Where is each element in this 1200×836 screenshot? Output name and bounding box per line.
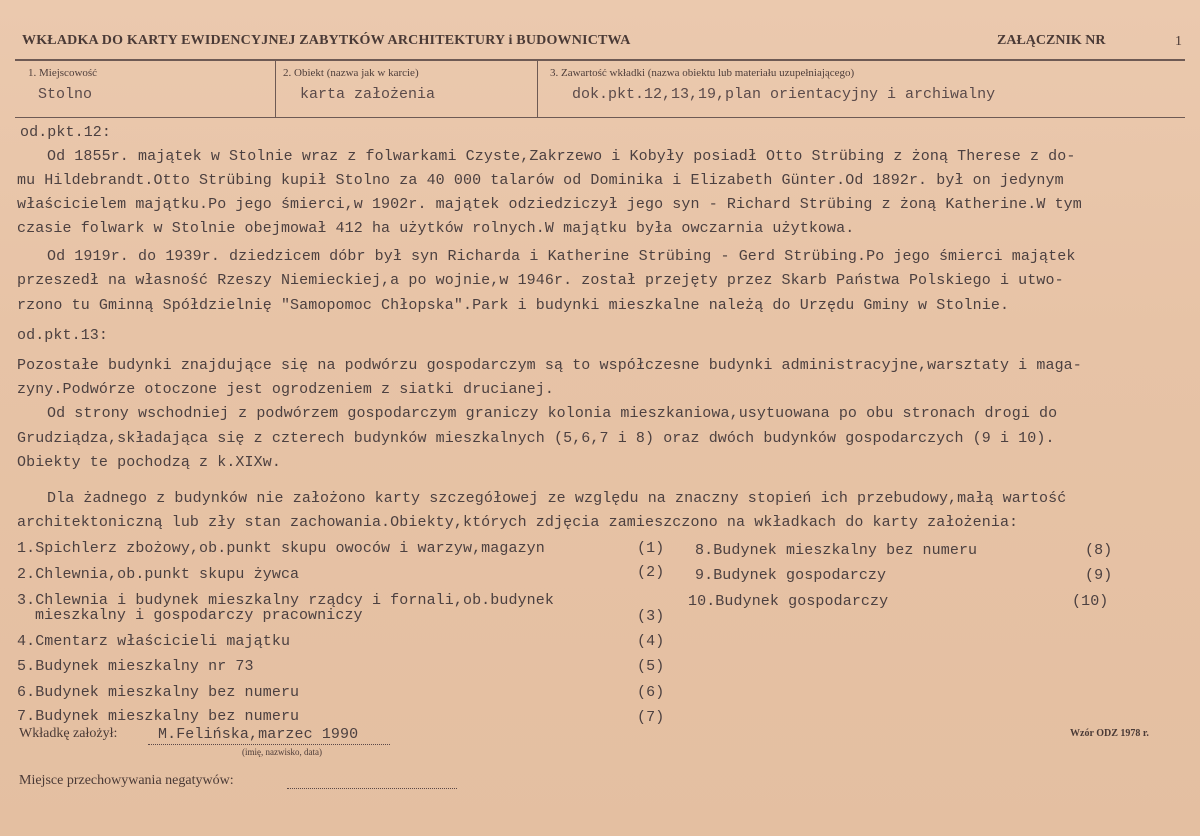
object-item-number: (10) — [1072, 593, 1109, 610]
created-by-hint: (imię, nazwisko, data) — [242, 747, 322, 757]
page-number: 1 — [1175, 34, 1182, 49]
objects-intro-line: Dla żadnego z budynków nie założono karty szczegółowej ze względu na znaczny stopień ich przebudowy,małą wartość — [47, 490, 1067, 507]
object-item-label: 4.Cmentarz właścicieli majątku — [17, 633, 291, 650]
header-rule-top — [15, 59, 1185, 61]
object-item-label-continued: mieszkalny i gospodarczy pracowniczy — [35, 607, 363, 624]
locality-value: Stolno — [38, 86, 93, 103]
object-item-number: (8) — [1085, 542, 1113, 559]
created-by-value: M.Felińska,marzec 1990 — [158, 726, 359, 743]
object-item-label: 10.Budynek gospodarczy — [688, 593, 889, 610]
section-13-line: zyny.Podwórze otoczone jest ogrodzeniem z siatki drucianej. — [17, 381, 554, 398]
section-12-line: rzono tu Gminną Spółdzielnię "Samopomoc Chłopska".Park i budynki mieszkalne należą do Urzędu Gminy w Stolnie. — [17, 297, 1010, 314]
object-item-label: 6.Budynek mieszkalny bez numeru — [17, 684, 300, 701]
negatives-storage-label: Miejsce przechowywania negatywów: — [19, 773, 234, 788]
section-13-line: Pozostałe budynki znajdujące się na podwórzu gospodarczym są to współczesne budynki administracyjne,warsztaty i maga- — [17, 357, 1082, 374]
object-value: karta założenia — [300, 86, 436, 103]
section-12-line: właścicielem majątku.Po jego śmierci,w 1902r. majątek odziedziczył jego syn - Richard Strübing z żoną Katherine.W tym — [17, 196, 1082, 213]
contents-value: dok.pkt.12,13,19,plan orientacyjny i archiwalny — [572, 86, 996, 103]
contents-label: 3. Zawartość wkładki (nazwa obiektu lub materiału uzupełniającego) — [550, 67, 855, 79]
objects-intro-line: architektoniczną lub zły stan zachowania.Obiekty,których zdjęcia zamieszczono na wkładkach do karty założenia: — [17, 514, 1019, 531]
object-item-label: 2.Chlewnia,ob.punkt skupu żywca — [17, 566, 300, 583]
object-item-label: 8.Budynek mieszkalny bez numeru — [695, 542, 978, 559]
field-divider-2 — [537, 60, 538, 117]
object-item-label: 1.Spichlerz zbożowy,ob.punkt skupu owoców i warzyw,magazyn — [17, 540, 545, 557]
section-13-line: Od strony wschodniej z podwórzem gospodarczym graniczy kolonia mieszkaniowa,usytuowana po obu stronach drogi do — [47, 405, 1058, 422]
object-item-number: (9) — [1085, 567, 1113, 584]
object-item-number: (3) — [637, 608, 665, 625]
object-label: 2. Obiekt (nazwa jak w karcie) — [283, 67, 419, 79]
form-title: WKŁADKA DO KARTY EWIDENCYJNEJ ZABYTKÓW ARCHITEKTURY i BUDOWNICTWA — [22, 33, 631, 48]
section-12-line: przeszedł na własność Rzeszy Niemieckiej,a po wojnie,w 1946r. został przejęty przez Skarb Państwa Polskiego i utwo- — [17, 272, 1064, 289]
annex-label: ZAŁĄCZNIK NR — [997, 33, 1106, 48]
object-item-label: 3.Chlewnia i budynek mieszkalny rządcy i fornali,ob.budynek — [17, 592, 554, 609]
form-code: Wzór ODZ 1978 r. — [1070, 728, 1149, 739]
created-by-line — [148, 744, 390, 745]
section-12-line: czasie folwark w Stolnie obejmował 412 ha użytków rolnych.W majątku była owczarnia użytkowa. — [17, 220, 855, 237]
section-12-heading: od.pkt.12: — [20, 124, 112, 141]
object-item-number: (2) — [637, 564, 665, 581]
object-item-number: (4) — [637, 633, 665, 650]
section-12-line: Od 1919r. do 1939r. dziedzicem dóbr był syn Richarda i Katherine Strübing - Gerd Strübing.Po jego śmierci majątek — [47, 248, 1076, 265]
section-12-line: mu Hildebrandt.Otto Strübing kupił Stolno za 40 000 talarów od Dominika i Elizabeth Günter.Od 1892r. był on jedynym — [17, 172, 1064, 189]
object-item-number: (6) — [637, 684, 665, 701]
locality-label: 1. Miejscowość — [28, 67, 98, 79]
object-item-label: 5.Budynek mieszkalny nr 73 — [17, 658, 254, 675]
object-item-number: (7) — [637, 709, 665, 726]
section-13-heading: od.pkt.13: — [17, 327, 109, 344]
field-divider-1 — [275, 60, 276, 117]
section-13-line: Grudziądza,składająca się z czterech budynków mieszkalnych (5,6,7 i 8) oraz dwóch budynków gospodarczych (9 i 10). — [17, 430, 1055, 447]
object-item-label: 9.Budynek gospodarczy — [695, 567, 887, 584]
object-item-label: 7.Budynek mieszkalny bez numeru — [17, 708, 300, 725]
header-rule-bottom — [15, 117, 1185, 118]
object-item-number: (5) — [637, 658, 665, 675]
object-item-number: (1) — [637, 540, 665, 557]
section-13-line: Obiekty te pochodzą z k.XIXw. — [17, 454, 281, 471]
section-12-line: Od 1855r. majątek w Stolnie wraz z folwarkami Czyste,Zakrzewo i Kobyły posiadł Otto Strübing z żoną Therese z do- — [47, 148, 1076, 165]
created-by-label: Wkładkę założył: — [19, 726, 118, 741]
negatives-storage-line — [287, 788, 457, 789]
